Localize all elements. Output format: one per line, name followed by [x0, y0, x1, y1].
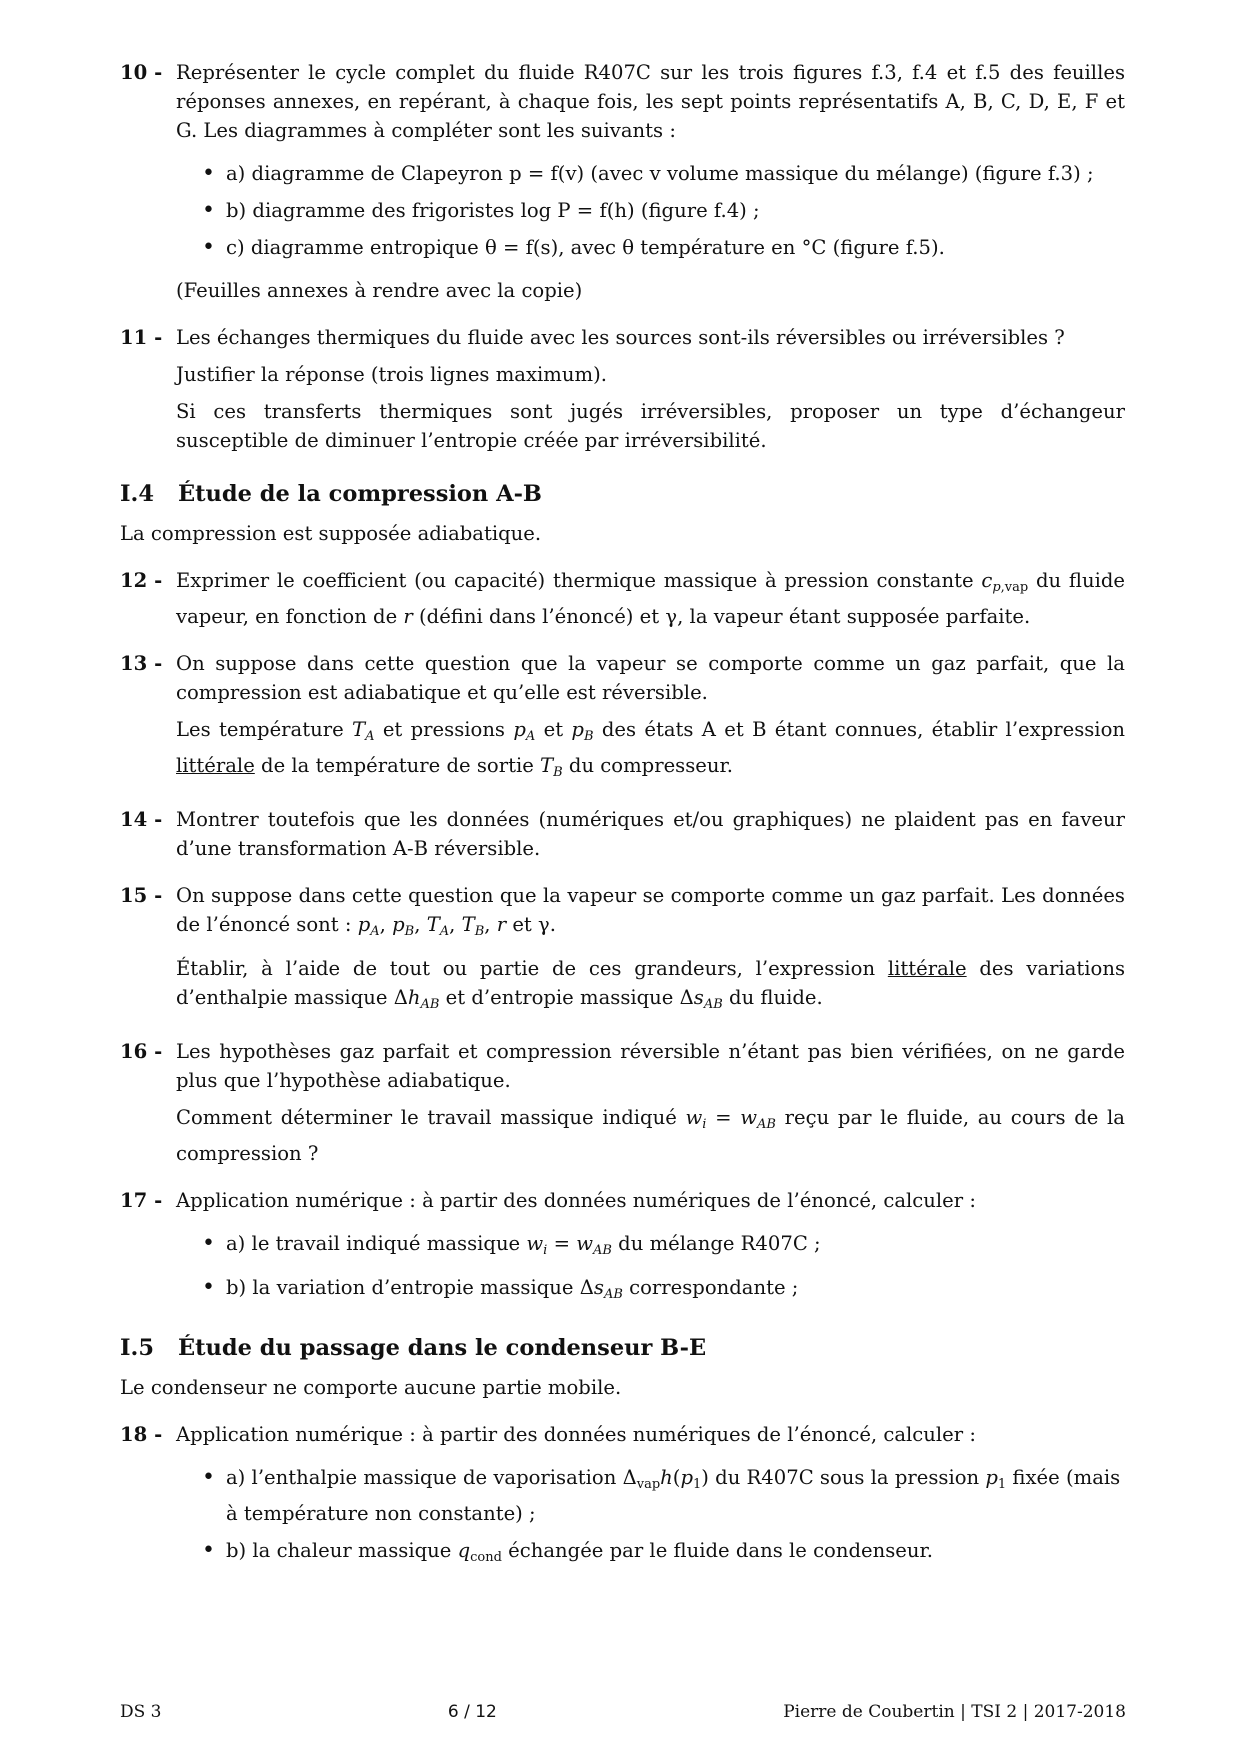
calc-list	[202, 1463, 1125, 1572]
question-number: 10 -	[120, 61, 163, 84]
question-text: Montrer toutefois que les données (numériques et/ou graphiques) ne plaident pas en faveur d’une transformation A-B réversible.	[176, 808, 1125, 860]
question-number: 11 -	[120, 326, 163, 349]
question-text: Les échanges thermiques du fluide avec les sources sont-ils réversibles ou irréversibles ?	[176, 326, 1065, 349]
question-text: Si ces transferts thermiques sont jugés irréversibles, proposer un type d’échangeur susceptible de diminuer l’entropie créée par irréversibilité.	[176, 400, 1125, 452]
page-footer	[120, 1702, 1126, 1722]
question-text: Application numérique : à partir des données numériques de l’énoncé, calculer :	[176, 1423, 976, 1446]
section-title: Étude de la compression A-B	[178, 481, 542, 507]
question-number: 15 -	[120, 884, 163, 907]
question-number: 12 -	[120, 569, 163, 592]
footer-left: DS 3	[120, 1702, 162, 1722]
question-text: Les température $T_A$ et pressions $p_A$ et $p_B$ des états A et B étant connues, établir l’expression littérale de la température de sortie $T_B$ du compresseur.	[176, 718, 1125, 780]
question-number: 16 -	[120, 1040, 163, 1063]
section-number: I.4	[120, 481, 155, 507]
question-text: On suppose dans cette question que la vapeur se comporte comme un gaz parfait. Les données de l’énoncé sont : $p_A$, $p_B$, $T_A$, $T_B$, r et γ.	[176, 884, 1125, 939]
page-number: 6 / 12	[447, 1702, 497, 1722]
question-13	[120, 649, 1125, 787]
question-18	[120, 1420, 1125, 1572]
question-11	[120, 323, 1125, 455]
question-text: Représenter le cycle complet du fluide R407C sur les trois figures f.3, f.4 et f.5 des feuilles réponses annexes, en repérant, à chaque fois, les sept points représentatifs A, B, C, D, E, F et G. Les diagrammes à compléter sont les suivants :	[176, 61, 1125, 142]
question-text: Justifier la réponse (trois lignes maximum).	[176, 363, 607, 386]
question-number: 18 -	[120, 1423, 163, 1446]
question-12	[120, 566, 1125, 631]
section-intro: Le condenseur ne comporte aucune partie mobile.	[120, 1376, 622, 1399]
question-text: Les hypothèses gaz parfait et compression réversible n’étant pas bien vérifiées, on ne garde plus que l’hypothèse adiabatique.	[176, 1040, 1125, 1092]
section-intro: La compression est supposée adiabatique.	[120, 522, 542, 545]
question-number: 14 -	[120, 808, 163, 831]
question-15	[120, 881, 1125, 1019]
footer-right: Pierre de Coubertin | TSI 2 | 2017-2018	[783, 1702, 1126, 1722]
list-item: • c) diagramme entropique θ = f(s), avec θ température en °C (figure f.5).	[202, 233, 1125, 262]
question-17	[120, 1186, 1125, 1309]
section-heading	[120, 481, 1125, 507]
question-14	[120, 805, 1125, 863]
list-item: • a) diagramme de Clapeyron p = f(v) (avec v volume massique du mélange) (figure f.3) ;	[202, 159, 1125, 188]
question-text: On suppose dans cette question que la vapeur se comporte comme un gaz parfait, que la compression est adiabatique et qu’elle est réversible.	[176, 652, 1125, 704]
list-item: • b) la chaleur massique $q_{cond}$ échangée par le fluide dans le condenseur.	[202, 1536, 1125, 1572]
list-item: • b) diagramme des frigoristes log P = f(h) (figure f.4) ;	[202, 196, 1125, 225]
list-item: • b) la variation d’entropie massique $\Delta s_{AB}$ correspondante ;	[202, 1273, 1125, 1309]
section-heading	[120, 1335, 1125, 1361]
question-text: Application numérique : à partir des données numériques de l’énoncé, calculer :	[176, 1189, 976, 1212]
calc-list	[202, 1229, 1125, 1309]
question-text: Exprimer le coefficient (ou capacité) thermique massique à pression constante $c_{p,vap}$ du fluide vapeur, en fonction de r (défini dans l’énoncé) et γ, la vapeur étant supposée parfaite.	[176, 569, 1125, 628]
diagram-list	[202, 159, 1125, 262]
list-item: • a) le travail indiqué massique $w_i = w_{AB}$ du mélange R407C ;	[202, 1229, 1125, 1265]
question-text: Comment déterminer le travail massique indiqué $w_i = w_{AB}$ reçu par le fluide, au cours de la compression ?	[176, 1106, 1125, 1165]
list-item: • a) l’enthalpie massique de vaporisation $\Delta_{vap}h(p_1)$ du R407C sous la pression $p_1$ fixée (mais à température non constante) ;	[202, 1463, 1125, 1528]
question-number: 17 -	[120, 1189, 163, 1212]
question-number: 13 -	[120, 652, 163, 675]
annex-note: (Feuilles annexes à rendre avec la copie)	[176, 279, 583, 302]
section-title: Étude du passage dans le condenseur B-E	[178, 1335, 707, 1361]
question-16	[120, 1037, 1125, 1168]
section-number: I.5	[120, 1335, 155, 1361]
page-content	[120, 58, 1125, 1590]
question-10	[120, 58, 1125, 305]
question-text: Établir, à l’aide de tout ou partie de ces grandeurs, l’expression littérale des variations d’enthalpie massique $\Delta h_{AB}$ et d’entropie massique $\Delta s_{AB}$ du fluide.	[176, 957, 1126, 1012]
